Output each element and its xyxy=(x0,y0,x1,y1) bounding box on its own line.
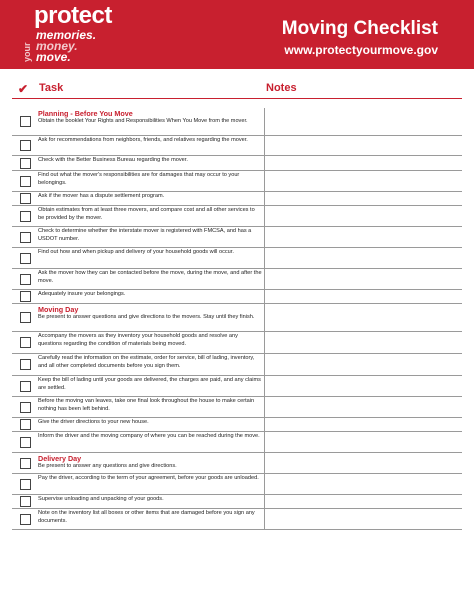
task-text: Keep the bill of lading until your goods are delivered, the charges are paid, and any claims are settled. xyxy=(38,377,261,391)
checkbox-cell xyxy=(12,376,38,396)
task-checkbox[interactable] xyxy=(20,419,31,430)
checklist-row xyxy=(12,332,462,354)
checkbox-cell xyxy=(12,227,38,247)
checkbox-cell xyxy=(12,418,38,431)
checkbox-cell xyxy=(12,156,38,170)
task-cell xyxy=(38,332,264,353)
logo-move-text: move. xyxy=(36,50,71,64)
task-cell xyxy=(38,474,264,494)
task-checkbox[interactable] xyxy=(20,253,31,264)
notes-cell[interactable] xyxy=(264,304,462,331)
header-divider xyxy=(12,98,462,99)
checkbox-cell xyxy=(12,495,38,508)
task-text: Obtain the booklet Your Rights and Responsibilities When You Move from the mover. xyxy=(38,118,248,124)
checkbox-cell xyxy=(12,171,38,191)
task-cell xyxy=(38,354,264,375)
checklist-row xyxy=(12,376,462,397)
task-cell xyxy=(38,397,264,417)
checkbox-cell xyxy=(12,206,38,226)
task-text: Check with the Better Business Bureau regarding the mover. xyxy=(38,157,188,163)
task-checkbox[interactable] xyxy=(20,274,31,285)
task-cell xyxy=(38,376,264,396)
checklist-row xyxy=(12,156,462,171)
checklist-row xyxy=(12,453,462,474)
notes-cell[interactable] xyxy=(264,474,462,494)
task-cell xyxy=(38,136,264,155)
task-checkbox[interactable] xyxy=(20,458,31,469)
task-checkbox[interactable] xyxy=(20,312,31,323)
task-text: Before the moving van leaves, take one final look throughout the house to make certain nothing has been left behind. xyxy=(38,398,255,412)
section-title: Delivery Day xyxy=(38,454,82,463)
task-text: Adequately insure your belongings. xyxy=(38,291,126,297)
notes-cell[interactable] xyxy=(264,332,462,353)
task-checkbox[interactable] xyxy=(20,176,31,187)
checklist-row xyxy=(12,432,462,453)
website-url: www.protectyourmove.gov xyxy=(284,43,438,57)
task-checkbox[interactable] xyxy=(20,140,31,151)
checkbox-cell xyxy=(12,248,38,268)
checklist-row xyxy=(12,171,462,192)
logo-your-text: your xyxy=(22,42,32,62)
task-cell xyxy=(38,248,264,268)
logo-money-text: money. xyxy=(36,39,78,53)
checklist-row xyxy=(12,227,462,248)
notes-cell[interactable] xyxy=(264,171,462,191)
checkbox-cell xyxy=(12,354,38,375)
checkbox-cell xyxy=(12,290,38,303)
task-text: Be present to answer any questions and give directions. xyxy=(38,463,177,469)
section-title: Planning - Before You Move xyxy=(38,109,133,118)
checklist-row xyxy=(12,192,462,206)
checkbox-cell xyxy=(12,397,38,417)
task-cell xyxy=(38,453,264,473)
notes-cell[interactable] xyxy=(264,354,462,375)
checkbox-cell xyxy=(12,453,38,473)
logo-memories-text: memories. xyxy=(36,28,97,42)
logo-protect-text: protect xyxy=(34,2,112,29)
task-checkbox[interactable] xyxy=(20,514,31,525)
task-text: Check to determine whether the interstate mover is registered with FMCSA, and has a USDOT number. xyxy=(38,228,252,242)
task-checkbox[interactable] xyxy=(20,337,31,348)
task-column-header: Task xyxy=(39,82,64,94)
task-cell xyxy=(38,304,264,331)
task-cell xyxy=(38,418,264,431)
task-text: Inform the driver and the moving company of where you can be reached during the move. xyxy=(38,433,260,439)
task-text: Obtain estimates from at least three movers, and compare cost and all other services to be provided by the mover. xyxy=(38,207,255,221)
task-text: Ask for recommendations from neighbors, friends, and relatives regarding the mover. xyxy=(38,137,248,143)
checklist-row xyxy=(12,474,462,495)
checkbox-cell xyxy=(12,136,38,155)
page-title: Moving Checklist xyxy=(281,18,438,39)
notes-cell[interactable] xyxy=(264,397,462,417)
notes-cell[interactable] xyxy=(264,376,462,396)
notes-cell[interactable] xyxy=(264,156,462,170)
task-cell xyxy=(38,108,264,135)
task-text: Ask if the mover has a dispute settlement program. xyxy=(38,193,165,199)
task-text: Accompany the movers as they inventory your household goods and resolve any questions regarding the condition of materials being moved. xyxy=(38,333,238,347)
checklist-row xyxy=(12,108,462,136)
checkbox-cell xyxy=(12,269,38,289)
checklist-row xyxy=(12,290,462,304)
notes-cell[interactable] xyxy=(264,432,462,452)
notes-cell[interactable] xyxy=(264,192,462,205)
notes-cell[interactable] xyxy=(264,206,462,226)
protect-your-move-logo xyxy=(12,4,132,66)
checklist-row xyxy=(12,397,462,418)
notes-cell[interactable] xyxy=(264,136,462,155)
notes-cell[interactable] xyxy=(264,509,462,529)
task-text: Note on the inventory list all boxes or other items that are damaged before you sign any documents. xyxy=(38,510,255,524)
checkmark-icon: ✔ xyxy=(18,82,29,96)
task-cell xyxy=(38,495,264,508)
notes-cell[interactable] xyxy=(264,453,462,473)
header-banner xyxy=(0,0,474,69)
task-cell xyxy=(38,269,264,289)
checklist-row xyxy=(12,248,462,269)
task-checkbox[interactable] xyxy=(20,479,31,490)
notes-cell[interactable] xyxy=(264,108,462,135)
task-cell xyxy=(38,192,264,205)
task-text: Give the driver directions to your new house. xyxy=(38,419,149,425)
notes-cell[interactable] xyxy=(264,495,462,508)
checklist-row xyxy=(12,509,462,530)
task-checkbox[interactable] xyxy=(20,158,31,169)
task-cell xyxy=(38,509,264,529)
task-text: Find out how and when pickup and delivery of your household goods will occur. xyxy=(38,249,234,255)
task-checkbox[interactable] xyxy=(20,232,31,243)
task-text: Find out what the mover's responsibilities are for damages that may occur to your belongings. xyxy=(38,172,240,186)
notes-cell[interactable] xyxy=(264,227,462,247)
task-text: Ask the mover how they can be contacted before the move, during the move, and after the move. xyxy=(38,270,262,284)
task-checkbox[interactable] xyxy=(20,402,31,413)
checklist-table xyxy=(12,108,462,530)
checkbox-cell xyxy=(12,474,38,494)
checklist-row xyxy=(12,495,462,509)
checkbox-cell xyxy=(12,509,38,529)
task-checkbox[interactable] xyxy=(20,381,31,392)
checkbox-cell xyxy=(12,304,38,331)
task-text: Carefully read the information on the estimate, order for service, bill of lading, inventory, and all other completed documents before you sign them. xyxy=(38,355,255,369)
checklist-row xyxy=(12,269,462,290)
notes-cell[interactable] xyxy=(264,418,462,431)
checkbox-cell xyxy=(12,332,38,353)
task-text: Pay the driver, according to the term of your agreement, before your goods are unloaded. xyxy=(38,475,259,481)
task-cell xyxy=(38,206,264,226)
task-checkbox[interactable] xyxy=(20,437,31,448)
checkbox-cell xyxy=(12,108,38,135)
task-cell xyxy=(38,227,264,247)
notes-cell[interactable] xyxy=(264,290,462,303)
checklist-row xyxy=(12,354,462,376)
task-cell xyxy=(38,156,264,170)
checklist-row xyxy=(12,206,462,227)
task-checkbox[interactable] xyxy=(20,496,31,507)
notes-cell[interactable] xyxy=(264,269,462,289)
checklist-row xyxy=(12,136,462,156)
task-cell xyxy=(38,432,264,452)
task-cell xyxy=(38,171,264,191)
notes-column-header: Notes xyxy=(266,82,297,94)
task-text: Be present to answer questions and give directions to the movers. Stay until they finish. xyxy=(38,314,255,320)
task-cell xyxy=(38,290,264,303)
task-checkbox[interactable] xyxy=(20,359,31,370)
task-checkbox[interactable] xyxy=(20,211,31,222)
checklist-row xyxy=(12,418,462,432)
notes-cell[interactable] xyxy=(264,248,462,268)
task-checkbox[interactable] xyxy=(20,291,31,302)
task-checkbox[interactable] xyxy=(20,116,31,127)
checklist-row xyxy=(12,304,462,332)
checkbox-cell xyxy=(12,192,38,205)
task-checkbox[interactable] xyxy=(20,193,31,204)
task-text: Supervise unloading and unpacking of your goods. xyxy=(38,496,164,502)
section-title: Moving Day xyxy=(38,305,79,314)
checkbox-cell xyxy=(12,432,38,452)
